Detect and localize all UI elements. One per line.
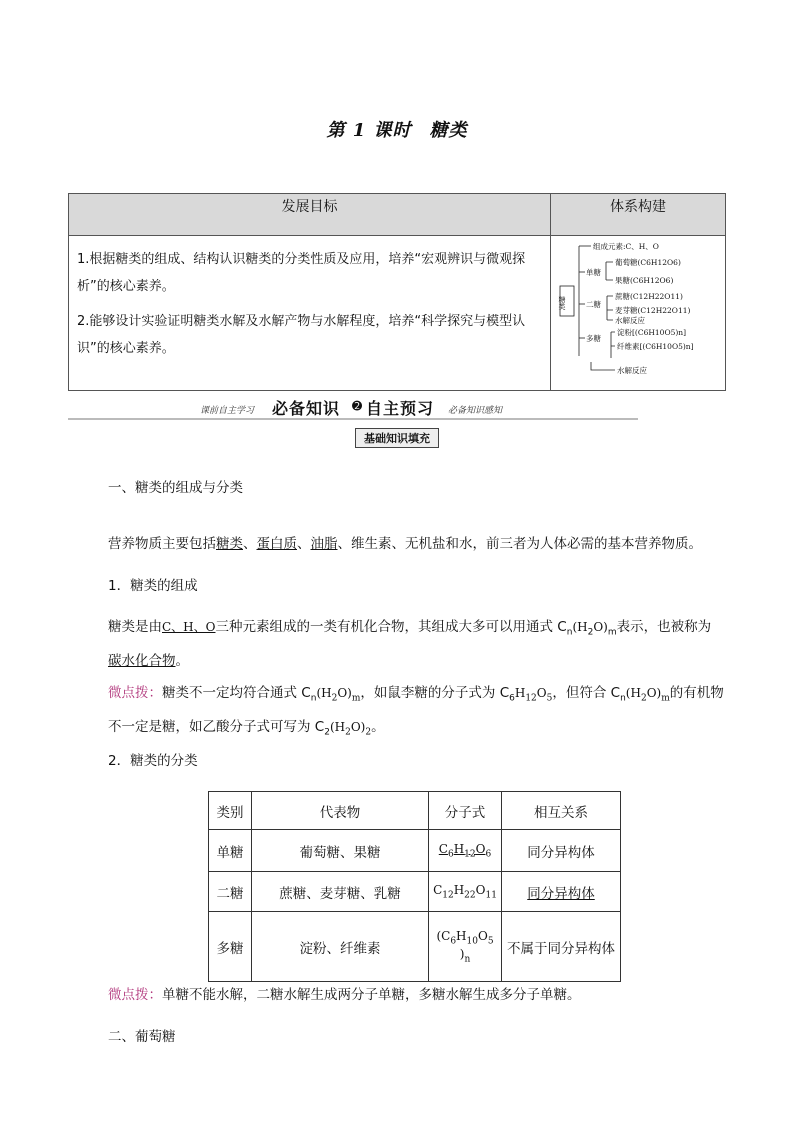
diagram-maltose: 麦芽糖(C12H22O11) (615, 306, 691, 315)
col-header: 相互关系 (502, 792, 621, 830)
tip-2: 微点拨：单糖不能水解，二糖水解生成两分子单糖，多糖水解生成多分子单糖。 (108, 987, 581, 1003)
composition-paragraph: 糖类是由C、H、O三种元素组成的一类有机化合物，其组成大多可以用通式 $C_n(H_2O)_m$表示，也被称为 碳水化合物。 (108, 619, 712, 669)
diagram-root: 糖类 (558, 296, 566, 310)
diagram-sucrose: 蔗糖(C12H22O11) (615, 292, 683, 301)
section-banner (68, 399, 638, 421)
heading-2: 二、葡萄糖 (108, 1029, 176, 1045)
system-header: 体系构建 (551, 194, 726, 236)
diagram-starch: 淀粉[(C6H10O5)n] (617, 328, 687, 337)
diagram-glucose: 葡萄糖(C6H12O6) (615, 258, 681, 267)
goal-2: 2.能够设计实验证明糖类水解及水解产物与水解程度，培养“科学探究与模型认识”的核心素养。 (77, 314, 526, 356)
diagram-hydrolysis-1: 水解反应 (615, 316, 645, 325)
diagram-mono: 单糖 (586, 268, 601, 277)
section-tag: 基础知识填充 (0, 428, 794, 448)
formula-cell: $C_{12}H_{22}O_{11}$ (429, 872, 502, 912)
formula-cell: $C_6H_{12}O_6$ (429, 830, 502, 872)
tip-1: 微点拨：糖类不一定均符合通式 $C_n(H_2O)_m$，如鼠李糖的分子式为 $C_6H_{12}O_5$，但符合 $C_n(H_2O)_m$的有机物不一定是糖，如乙酸分子式可写为 $C_2(H_2O)_2$。 (108, 685, 724, 738)
heading-1: 一、糖类的组成与分类 (108, 480, 243, 496)
banner-main-2: 自主预习 (366, 399, 435, 418)
table-row: 二糖 蔗糖、麦芽糖、乳糖 $C_{12}H_{22}O_{11}$ 同分异构体 (209, 872, 621, 912)
table-row: 多糖 淀粉、纤维素 ($C_6H_{10}O_5$ )$_n$ 不属于同分异构体 (209, 912, 621, 982)
banner-right: 必备知识感知 (448, 406, 503, 416)
banner-left: 课前自主学习 (200, 406, 255, 416)
arrow-icon: ➋ (352, 399, 364, 413)
col-header: 分子式 (429, 792, 502, 830)
col-header: 类别 (209, 792, 252, 830)
diagram-di: 二糖 (586, 300, 601, 309)
system-diagram (551, 236, 726, 391)
banner-main-1: 必备知识 (272, 399, 341, 418)
formula-cell: ($C_6H_{10}O_5$ )$_n$ (429, 912, 502, 982)
diagram-fructose: 果糖(C6H12O6) (615, 276, 674, 285)
nutrients-paragraph: 营养物质主要包括糖类、蛋白质、油脂、维生素、无机盐和水，前三者为人体必需的基本营养物质。 (108, 536, 702, 552)
goals-header: 发展目标 (69, 194, 551, 236)
subheading-classification: 2．糖类的分类 (108, 753, 198, 769)
page-title: 第 1 课时 糖类 (326, 120, 468, 141)
diagram-hydrolysis-2: 水解反应 (617, 366, 647, 375)
goal-1: 1.根据糖类的组成、结构认识糖类的分类性质及应用，培养“宏观辨识与微观探析”的核心素养。 (77, 252, 526, 294)
goals-table (68, 193, 726, 391)
classification-table (208, 791, 621, 982)
diagram-poly: 多糖 (586, 334, 601, 343)
table-row: 单糖 葡萄糖、果糖 $C_6H_{12}O_6$ 同分异构体 (209, 830, 621, 872)
diagram-cellulose: 纤维素[(C6H10O5)n] (617, 342, 694, 351)
goals-cell (69, 236, 551, 391)
diagram-elements: 组成元素:C、H、O (593, 242, 659, 251)
col-header: 代表物 (252, 792, 429, 830)
subheading-composition: 1．糖类的组成 (108, 578, 198, 594)
classification-diagram (551, 236, 725, 390)
